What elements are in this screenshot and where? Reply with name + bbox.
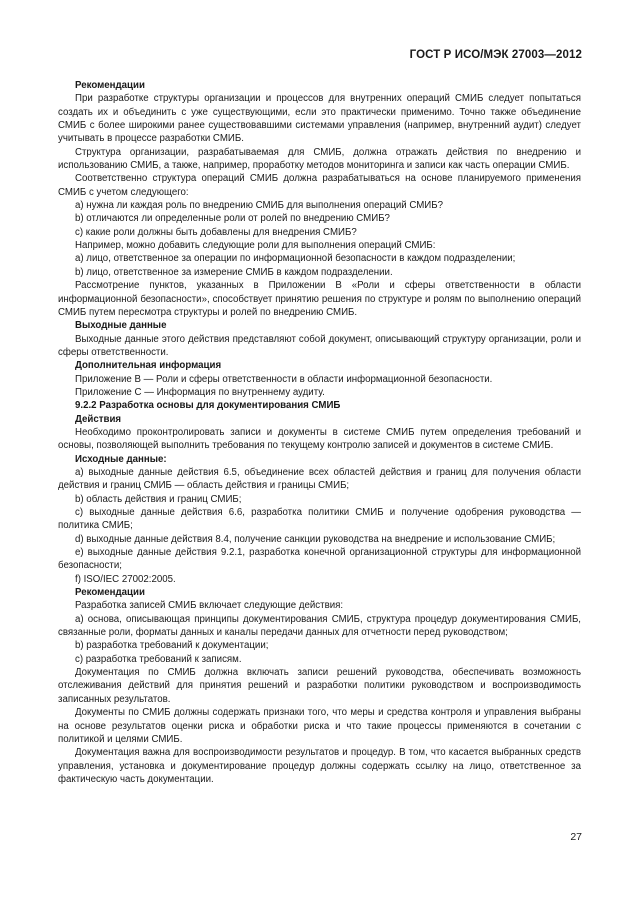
paragraph: b) отличаются ли определенные роли от ролей по внедрению СМИБ? [75,213,390,225]
paragraph: b) лицо, ответственное за измерение СМИБ в каждом подразделении. [75,266,393,278]
paragraph: Структура организации, разрабатываемая для СМИБ, должна отражать действия по внедрению и использованию СМИБ, а также, например, проработку методов мониторинга и записи как часть операции СМИБ. [58,146,581,172]
paragraph: Документация важна для воспроизводимости результатов и процедур. В том, что касается выбранных средств управления, установка и документирование процедур должны содержать ссылку на лицо, ответственное за фактическую часть документации. [58,747,581,785]
section-heading: Рекомендации [75,80,145,91]
section-heading: Действия [75,413,122,425]
paragraph: Необходимо проконтролировать записи и документы в системе СМИБ путем определения требований и основы, позволяющей выполнить требования по текущему контролю записей и документов в системе СМИБ. [58,426,581,452]
document-body [58,79,581,786]
paragraph: Документация по СМИБ должна включать записи решений руководства, обеспечивать возможность отслеживания действий для принятия решений и разработки политики руководством и воспроизводимость записанных результатов. [58,667,581,705]
paragraph: f) ISO/IEC 27002:2005. [75,573,176,585]
paragraph: Например, можно добавить следующие роли для выполнения операций СМИБ: [75,240,436,252]
document-code-header: ГОСТ Р ИСО/МЭК 27003—2012 [409,49,582,61]
section-heading: Исходные данные: [75,453,167,465]
paragraph: Документы по СМИБ должны содержать признаки того, что меры и средства контроля и управления выбраны на основе результатов оценки риска и обработки риска и что такие процессы применяются в сочетании с политикой и целями СМИБ. [58,707,581,745]
paragraph: a) лицо, ответственное за операции по информационной безопасности в каждом подразделении; [75,253,516,265]
section-heading: Рекомендации [75,587,145,599]
paragraph: Выходные данные этого действия представляют собой документ, описывающий структуру организации, роли и сферы ответственности. [58,333,581,358]
paragraph: Рассмотрение пунктов, указанных в Приложении В «Роли и сферы ответственности в области информационной безопасности», способствует принятию решения по структуре и ролям по выполнению операций СМИБ путем пересмотра структуры и ролей по внедрению СМИБ. [58,280,581,318]
paragraph: b) разработка требований к документации; [75,640,269,652]
page-number: 27 [570,831,582,843]
paragraph: d) выходные данные действия 8.4, получение санкции руководства на внедрение и использование СМИБ; [75,533,556,545]
paragraph: Приложение С — Информация по внутреннему аудиту. [75,386,325,398]
paragraph: a) выходные данные действия 6.5, объединение всех областей действия и границ для получения области действия и границ СМИБ — область действия и границы СМИБ; [58,466,581,492]
section-heading: 9.2.2 Разработка основы для документирования СМИБ [75,400,341,412]
paragraph: Приложение В — Роли и сферы ответственности в области информационной безопасности. [75,373,493,385]
paragraph: a) основа, описывающая принципы документирования СМИБ, структура процедур документирования СМИБ, связанные роли, форматы данных и каналы передачи данных для отчетности перед руководством; [58,613,581,639]
paragraph: b) область действия и границ СМИБ; [75,493,242,505]
paragraph: c) разработка требований к записям. [75,653,242,665]
section-heading: Выходные данные [75,320,167,332]
paragraph: c) выходные данные действия 6.6, разработка политики СМИБ и получение одобрения руководства — политика СМИБ; [58,507,581,532]
paragraph: При разработке структуры организации и процессов для внутренних операций СМИБ следует попытаться создать их и объединить с уже существующими, если это практически применимо. Точно также объединение СМИБ с более широкими ранее существовавшими системами управления (например, внутренний аудит) следует учитывать в процессе разработки СМИБ. [58,93,581,145]
section-heading: Дополнительная информация [75,360,222,372]
paragraph: Разработка записей СМИБ включает следующие действия: [75,600,344,612]
paragraph: e) выходные данные действия 9.2.1, разработка конечной организационной структуры для информационной безопасности; [58,547,581,572]
paragraph: a) нужна ли каждая роль по внедрению СМИБ для выполнения операций СМИБ? [75,200,444,212]
paragraph: c) какие роли должны быть добавлены для внедрения СМИБ? [75,226,357,238]
paragraph: Соответственно структура операций СМИБ должна разрабатываться на основе планируемого применения СМИБ с учетом следующего: [58,173,581,198]
